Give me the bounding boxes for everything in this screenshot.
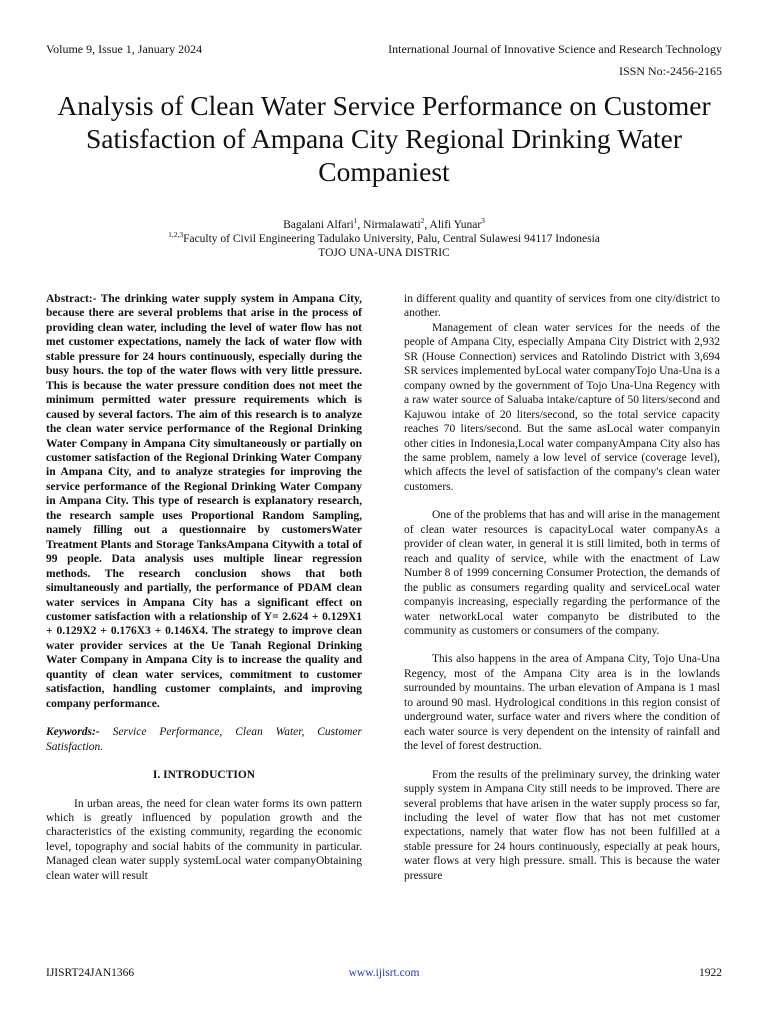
paragraph-management: Management of clean water services for the needs of the people of Ampana City, especially Ampana City District with 2,932 SR (House Connection) services and Ratolindo District with 3,694 SR services implemented byLocal water companyTojo Una-Una is a company owned by the government of Tojo Una-Una Regency with a raw water source of Saluaba intake/capture of 50 liters/second and Kajuwou intake of 20 liters/second, so the total service capacity reaches 70 liters/second. But the same asLocal water companyin other cities in Indonesia,Local water companyAmpana City also has the same problem, namely a low level of service (coverage level), which affects the level of satisfaction of the company's clean water customers. xyxy=(404,321,720,493)
right-column xyxy=(404,292,720,883)
intro-paragraph: In urban areas, the need for clean water forms its own pattern which is greatly influenced by population growth and the characteristics of the existing community, regarding the economic level, topography and social habits of the community in particular. Managed clean water supply systemLocal water companyObtaining clean water will result xyxy=(46,797,362,882)
paper-title: Analysis of Clean Water Service Performance on Customer Satisfaction of Ampana City Regional Drinking Water Companiest xyxy=(57,90,711,187)
header-volume: Volume 9, Issue 1, January 2024 xyxy=(46,42,203,56)
author-2: Nirmalawati xyxy=(363,219,421,231)
footer-url-wrap xyxy=(0,967,768,979)
author-1: Bagalani Alfari xyxy=(283,219,354,231)
abstract: Abstract:- The drinking water supply system in Ampana City, because there are several problems that arise in the process of providing clean water, including the level of water flow has not met customer expectations, namely the lack of water flow with stable pressure for 24 hours continuously, especially during the busy hours. the top of the water flows with very little pressure. This is because the water pressure condition does not meet the minimum permitted water pressure requirements which is caused by several factors. The aim of this research is to analyze the clean water service performance of the Regional Drinking Water Company in Ampana City simultaneously or partially on customer satisfaction of the Regional Drinking Water Company in Ampana City, and to analyze strategies for improving the service performance of the Regional Drinking Water Company in Ampana City. This type of research is explanatory research, the research sample uses Proportional Random Sampling, namely filling out a questionnaire by customersWater Treatment Plants and Storage TanksAmpana Citywith a total of 99 people. Data analysis uses multiple linear regression methods. The research conclusion shows that both simultaneously and partially, the performance of PDAM clean water services in Ampana City has a significant effect on customer satisfaction with a relationship of Y= 2.624 + 0.129X1 + 0.129X2 + 0.176X3 + 0.146X4. The strategy to improve clean water provider services at the Ue Tanah Regional Drinking Water Company in Ampana City is to increase the quality and quantity of clean water services, commitment to customer satisfaction, handling customer complaints, and improving company performance. xyxy=(46,293,362,710)
author-block xyxy=(40,218,728,260)
paragraph-ampana-area: This also happens in the area of Ampana City, Tojo Una-Una Regency, most of the Ampana City area is in the lowlands surrounded by mountains. The urban elevation of Ampana is 1 masl to around 90 masl. Hydrological conditions in this region consist of underground water, surface water and rivers where the condition of each water source is very dependent on the intensity of rainfall and the level of forest destruction. xyxy=(404,653,720,753)
keywords xyxy=(46,725,362,754)
author-line: Bagalani Alfari$^1$, Nirmalawati$^2$, Alifi Yunar$^3$ xyxy=(283,216,485,231)
paragraph-survey: From the results of the preliminary survey, the drinking water supply system in Ampana City still needs to be improved. There are several problems that have arisen in the water supply process so far, including the level of water flow that has not met customer expectations, namely that water flow has not been fulfilled at a stable pressure for 24 hours continuously, especially at peak hours, water flows at very high pressure. small. This is because the water pressure xyxy=(404,768,720,882)
header-issn: ISSN No:-2456-2165 xyxy=(618,64,722,78)
author-2-sup: 2 xyxy=(420,216,425,226)
affiliation-line xyxy=(40,232,728,246)
left-column xyxy=(46,292,362,883)
paragraph-problems: One of the problems that has and will arise in the management of clean water resources is capacityLocal water companyAs a provider of clean water, in general it is still limited, both in terms of reach and quality of service, while with the enactment of Law Number 8 of 1999 concerning Consumer Protection, the demands of the public as consumers regarding quality and serviceLocal water companyis increasing, especially regarding the performance of the water networkLocal water companyto be distributed to the community as customers or consumers of the company. xyxy=(404,509,720,637)
affiliation-sup: 1,2,3 xyxy=(168,230,184,240)
section-heading-introduction: I. INTRODUCTION xyxy=(152,769,256,782)
author-3-sup: 3 xyxy=(481,216,485,226)
author-1-sup: 1 xyxy=(353,216,358,226)
footer-page-number: 1922 xyxy=(699,967,722,979)
footer-url-link[interactable]: www.ijisrt.com xyxy=(348,967,420,979)
keywords-text: Service Performance, Clean Water, Customer Satisfaction. xyxy=(46,726,362,753)
header-journal: International Journal of Innovative Science and Research Technology xyxy=(388,42,722,56)
author-3: Alifi Yunar xyxy=(429,219,482,231)
footer-code: IJISRT24JAN1366 xyxy=(46,967,135,979)
keywords-label: Keywords:- xyxy=(46,726,100,739)
affiliation: Faculty of Civil Engineering Tadulako University, Palu, Central Sulawesi 94117 Indonesia xyxy=(183,233,600,245)
paragraph-continuation: in different quality and quantity of services from one city/district to another. xyxy=(404,293,720,320)
affiliation-line-2: TOJO UNA-UNA DISTRIC xyxy=(318,247,450,259)
